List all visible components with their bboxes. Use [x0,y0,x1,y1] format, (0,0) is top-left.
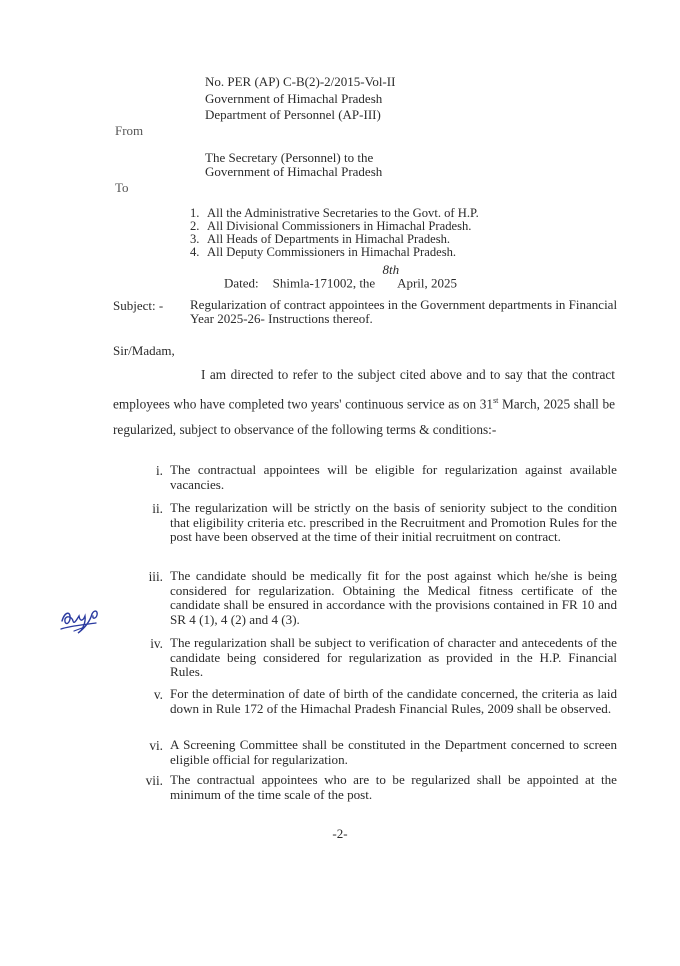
sender-line-2: Government of Himachal Pradesh [205,164,383,179]
term-text: A Screening Committee shall be constituted in the Department concerned to screen eligible official for regularization. [170,737,617,767]
recipient-number: 2. [190,219,200,233]
recipient-number: 4. [190,245,200,259]
term-text: The candidate should be medically fit for the post against which he/she is being considered for regularization. Obtaining the Medical fitness certificate of the candidate shall be ensured in accordance with the provisions contained in FR 10 and SR 4 (1), 4 (2) and 4 (3). [170,568,617,627]
recipient-text: All Deputy Commissioners in Himachal Pradesh. [207,245,457,259]
page-number: -2- [332,826,348,841]
term-number: v. [153,687,163,702]
subject-label: Subject: - [113,298,164,313]
term-text: The contractual appointees who are to be regularized shall be appointed at the minimum of the time scale of the post. [170,772,617,802]
department-name: Department of Personnel (AP-III) [205,107,381,122]
term-number: ii. [152,501,163,516]
recipient-text: All Divisional Commissioners in Himachal Pradesh. [207,219,472,233]
from-label: From [115,123,144,138]
to-label: To [115,180,129,195]
recipient-text: All the Administrative Secretaries to the Govt. of H.P. [207,206,479,220]
sender-line-1: The Secretary (Personnel) to the [205,150,374,165]
dated-label: Dated: [224,275,259,291]
term-number: vii. [145,773,163,788]
recipient-text: All Heads of Departments in Himachal Pradesh. [207,232,451,246]
term-text: For the determination of date of birth of the candidate concerned, the criteria as laid down in Rule 172 of the Himachal Pradesh Financial Rules, 2009 shall be observed. [170,686,617,716]
government-name: Government of Himachal Pradesh [205,91,383,106]
term-text: The regularization shall be subject to verification of character and antecedents of the candidate being considered for regularization as provided in the H.P. Financial Rules. [170,635,617,680]
dated-day-handwritten: 8th [382,262,400,277]
dated-month-year: April, 2025 [397,275,458,291]
subject-text: Regularization of contract appointees in the Government departments in Financial Year 2025-26- Instructions thereof. [190,297,618,326]
dated-place: Shimla-171002, the [272,275,376,291]
handwritten-initials [56,603,112,637]
reference-number: No. PER (AP) C-B(2)-2/2015-Vol-II [205,74,396,89]
term-number: iv. [150,636,163,651]
recipient-number: 1. [190,206,200,220]
salutation: Sir/Madam, [113,343,175,358]
term-number: i. [155,463,163,478]
date-line [224,262,458,291]
intro-paragraph: I am directed to refer to the subject cited above and to say that the contract employees who have completed two years' continuous service as on 31st March, 2025 shall be regularized, subject to observance of the following terms & conditions:- [113,367,615,438]
recipient-number: 3. [190,232,200,246]
recipient-item [190,246,456,259]
term-text: The contractual appointees will be eligible for regularization against available vacancies. [170,462,617,492]
term-number: iii. [148,569,163,584]
term-number: vi. [149,738,163,753]
term-text: The regularization will be strictly on the basis of seniority subject to the condition that eligibility criteria etc. prescribed in the Recruitment and Promotion Rules for the post have been observed at the time of their initial recruitment on contract. [170,500,617,545]
